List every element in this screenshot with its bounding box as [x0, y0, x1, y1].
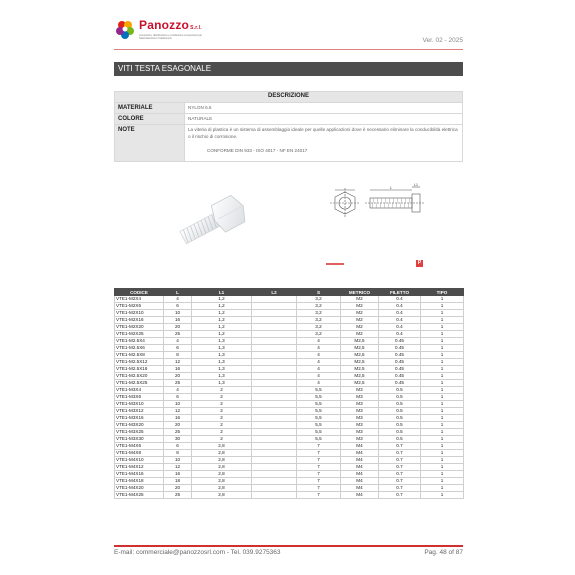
table-cell: 1 [421, 324, 464, 331]
header-divider [114, 49, 463, 50]
table-cell: 6 [164, 345, 192, 352]
parts-table [114, 288, 464, 499]
table-cell: 2,8 [192, 464, 252, 471]
table-cell: 1,3 [192, 352, 252, 359]
table-cell: 0.45 [379, 366, 421, 373]
table-cell: 0.4 [379, 324, 421, 331]
table-row [115, 331, 464, 338]
table-cell [252, 380, 297, 387]
table-row [115, 408, 464, 415]
table-cell [252, 436, 297, 443]
table-row [115, 352, 464, 359]
column-header-l1: L1 [192, 289, 252, 296]
table-cell: 5,5 [297, 408, 341, 415]
table-cell: 0.5 [379, 429, 421, 436]
table-cell: 7 [297, 478, 341, 485]
table-cell: M2,5 [341, 345, 379, 352]
table-cell: M3 [341, 422, 379, 429]
table-row [115, 492, 464, 499]
description-table [114, 91, 463, 162]
table-cell [252, 373, 297, 380]
table-cell: 2 [192, 387, 252, 394]
footer-divider [114, 545, 463, 547]
table-cell [252, 478, 297, 485]
table-cell: 0.45 [379, 380, 421, 387]
table-cell: 4 [297, 359, 341, 366]
table-cell: M2 [341, 296, 379, 303]
table-cell: 16 [164, 366, 192, 373]
table-cell: 5,5 [297, 415, 341, 422]
table-cell: 4 [164, 338, 192, 345]
table-cell: 25 [164, 331, 192, 338]
table-cell [252, 303, 297, 310]
table-cell: 7 [297, 450, 341, 457]
table-cell [252, 296, 297, 303]
table-cell: 0.4 [379, 296, 421, 303]
table-cell [252, 352, 297, 359]
table-cell: 0.7 [379, 471, 421, 478]
table-cell: 4 [164, 387, 192, 394]
table-cell: 1,3 [192, 380, 252, 387]
table-cell: VTE1-M4X12 [115, 464, 164, 471]
table-cell: 1,3 [192, 359, 252, 366]
table-cell: 3,2 [297, 303, 341, 310]
table-cell: M3 [341, 394, 379, 401]
table-cell: 20 [164, 485, 192, 492]
table-cell: M2,5 [341, 380, 379, 387]
table-cell: 0.45 [379, 352, 421, 359]
table-row [115, 401, 464, 408]
table-cell: 5,5 [297, 422, 341, 429]
table-cell: VTE1-M2.5X12 [115, 359, 164, 366]
table-cell: 16 [164, 471, 192, 478]
table-cell: M2,5 [341, 366, 379, 373]
table-row [115, 310, 464, 317]
table-cell: 10 [164, 401, 192, 408]
table-cell: VTE1-M3X20 [115, 422, 164, 429]
drawing-caption-bar [326, 263, 344, 265]
document-version: Ver. 02 - 2025 [422, 37, 463, 44]
table-cell: VTE1-M2X10 [115, 310, 164, 317]
table-cell: 4 [164, 296, 192, 303]
table-cell: 1,2 [192, 303, 252, 310]
table-cell: 3,2 [297, 324, 341, 331]
drawing-label-l: L [390, 186, 392, 190]
table-cell: 1 [421, 457, 464, 464]
table-cell: 0.45 [379, 345, 421, 352]
table-cell: M4 [341, 485, 379, 492]
table-cell: M4 [341, 443, 379, 450]
table-row [115, 303, 464, 310]
table-cell: 0.7 [379, 443, 421, 450]
table-row [115, 373, 464, 380]
table-cell: 1,3 [192, 338, 252, 345]
table-cell: 0.7 [379, 478, 421, 485]
table-cell: 0.7 [379, 457, 421, 464]
table-cell: 1 [421, 450, 464, 457]
table-row [115, 366, 464, 373]
note-label: NOTE [115, 125, 185, 162]
table-cell: 0.7 [379, 450, 421, 457]
company-logo [114, 18, 234, 48]
table-cell: 6 [164, 443, 192, 450]
table-cell: 4 [297, 338, 341, 345]
table-cell: 3,2 [297, 331, 341, 338]
table-cell: VTE1-M4X16 [115, 471, 164, 478]
table-cell: 16 [164, 415, 192, 422]
table-cell: 5,5 [297, 401, 341, 408]
material-value: NYLON 6.6 [185, 103, 463, 114]
table-cell: 25 [164, 429, 192, 436]
table-cell: VTE1-M3X16 [115, 415, 164, 422]
table-row [115, 324, 464, 331]
description-heading: DESCRIZIONE [115, 92, 463, 103]
table-cell: 7 [297, 457, 341, 464]
table-cell: 2 [192, 408, 252, 415]
table-cell [252, 401, 297, 408]
table-cell: 5,5 [297, 429, 341, 436]
table-cell: 2 [192, 401, 252, 408]
table-row [115, 450, 464, 457]
table-header-row [115, 289, 464, 296]
table-row [115, 471, 464, 478]
table-cell [252, 450, 297, 457]
table-cell: 1,2 [192, 310, 252, 317]
table-cell [252, 345, 297, 352]
brand-name: PanozzoS.r.l. [139, 18, 202, 32]
table-cell [252, 429, 297, 436]
table-cell: VTE1-M3X10 [115, 401, 164, 408]
table-cell: 2 [192, 415, 252, 422]
table-cell: 0.5 [379, 401, 421, 408]
table-cell: 0.5 [379, 415, 421, 422]
table-cell: 0.5 [379, 436, 421, 443]
table-cell: 0.4 [379, 317, 421, 324]
table-cell [252, 387, 297, 394]
table-cell: VTE1-M2.5X6 [115, 345, 164, 352]
table-row [115, 317, 464, 324]
table-cell: 0.5 [379, 387, 421, 394]
table-cell: 1 [421, 380, 464, 387]
table-cell: 8 [164, 450, 192, 457]
table-cell: 25 [164, 492, 192, 499]
table-cell: VTE1-M2X25 [115, 331, 164, 338]
table-cell: VTE1-M4X6 [115, 443, 164, 450]
column-header-filetto: FILETTO [379, 289, 421, 296]
table-cell: 7 [297, 471, 341, 478]
table-row [115, 387, 464, 394]
table-cell: 1 [421, 345, 464, 352]
page-number: Pag. 48 of 87 [424, 549, 463, 556]
table-cell: 1 [421, 366, 464, 373]
table-cell [252, 394, 297, 401]
table-row [115, 359, 464, 366]
table-cell: 5,5 [297, 394, 341, 401]
table-cell: 16 [164, 317, 192, 324]
column-header-s: S [297, 289, 341, 296]
table-cell: VTE1-M2.5X16 [115, 366, 164, 373]
table-cell: M4 [341, 471, 379, 478]
table-cell: 10 [164, 310, 192, 317]
table-cell: 8 [164, 352, 192, 359]
table-cell: 1 [421, 359, 464, 366]
table-cell: 10 [164, 457, 192, 464]
table-cell: 4 [297, 373, 341, 380]
table-cell: 0.4 [379, 303, 421, 310]
table-cell: 2,8 [192, 450, 252, 457]
table-cell [252, 359, 297, 366]
table-cell: M2,5 [341, 359, 379, 366]
table-cell: 18 [164, 478, 192, 485]
table-row [115, 429, 464, 436]
table-row [115, 380, 464, 387]
table-cell: 2 [192, 436, 252, 443]
table-cell: VTE1-M2.5X4 [115, 338, 164, 345]
table-cell: 1 [421, 303, 464, 310]
table-cell: 1 [421, 401, 464, 408]
technical-drawing [325, 182, 430, 242]
table-cell: 1 [421, 310, 464, 317]
table-cell: 7 [297, 443, 341, 450]
conformity-text: CONFORME DIN 933 - ISO 4017 - NF EN 24017 [207, 148, 308, 153]
table-cell: 0.4 [379, 331, 421, 338]
table-cell: VTE1-M2.5X25 [115, 380, 164, 387]
table-cell: M3 [341, 408, 379, 415]
table-cell: 2 [192, 422, 252, 429]
table-cell [252, 366, 297, 373]
table-cell [252, 338, 297, 345]
table-cell: VTE1-M2X20 [115, 324, 164, 331]
table-cell: VTE1-M4X10 [115, 457, 164, 464]
table-cell: 1 [421, 464, 464, 471]
table-cell: M3 [341, 429, 379, 436]
table-cell: 0.5 [379, 394, 421, 401]
table-cell: 1,2 [192, 331, 252, 338]
table-cell: 6 [164, 303, 192, 310]
table-cell: 0.5 [379, 422, 421, 429]
table-cell: 2 [192, 429, 252, 436]
table-cell: 20 [164, 324, 192, 331]
table-row [115, 296, 464, 303]
table-cell: 1 [421, 422, 464, 429]
column-header-tipo: TIPO [421, 289, 464, 296]
table-row [115, 422, 464, 429]
table-row [115, 338, 464, 345]
table-cell: 1 [421, 485, 464, 492]
table-cell: 0.4 [379, 310, 421, 317]
table-row [115, 345, 464, 352]
table-cell: 1 [421, 352, 464, 359]
table-cell: 1 [421, 317, 464, 324]
table-cell: 0.7 [379, 464, 421, 471]
table-cell: VTE1-M2.5X20 [115, 373, 164, 380]
table-cell: VTE1-M4X20 [115, 485, 164, 492]
table-cell: 7 [297, 464, 341, 471]
table-cell: 1,2 [192, 317, 252, 324]
table-cell: 1 [421, 492, 464, 499]
table-cell: VTE1-M3X12 [115, 408, 164, 415]
table-cell [252, 317, 297, 324]
drawing-label-l1: L1 [414, 183, 418, 187]
table-cell: M2,5 [341, 338, 379, 345]
table-cell: 1 [421, 408, 464, 415]
parts-table-body [115, 296, 464, 499]
table-cell: 0.45 [379, 373, 421, 380]
table-cell [252, 324, 297, 331]
table-cell: M2 [341, 331, 379, 338]
table-cell: M4 [341, 464, 379, 471]
table-cell: 1,3 [192, 366, 252, 373]
table-cell: 12 [164, 408, 192, 415]
table-cell: 2,8 [192, 478, 252, 485]
table-cell: M2 [341, 317, 379, 324]
table-cell [252, 464, 297, 471]
table-cell: M2,5 [341, 352, 379, 359]
table-cell: 7 [297, 485, 341, 492]
pdf-icon[interactable]: P [417, 260, 422, 266]
table-row [115, 457, 464, 464]
table-cell: 3,2 [297, 310, 341, 317]
table-row [115, 443, 464, 450]
footer-contact: E-mail: commerciale@panozzosrl.com - Tel. 039.9275363 [114, 549, 281, 556]
table-cell: 2,8 [192, 457, 252, 464]
table-cell: 5,5 [297, 387, 341, 394]
table-cell: M4 [341, 457, 379, 464]
flower-logo-icon [114, 18, 136, 40]
table-cell: 4 [297, 352, 341, 359]
table-cell: M2 [341, 324, 379, 331]
section-title: VITI TESTA ESAGONALE [114, 62, 463, 76]
table-cell: 1 [421, 415, 464, 422]
table-cell: VTE1-M2X6 [115, 303, 164, 310]
table-cell: 4 [297, 380, 341, 387]
table-cell: M4 [341, 492, 379, 499]
table-cell: 1 [421, 296, 464, 303]
table-cell: 1 [421, 471, 464, 478]
table-cell: 0.45 [379, 338, 421, 345]
table-cell [252, 443, 297, 450]
table-cell: VTE1-M2X4 [115, 296, 164, 303]
table-cell: 4 [297, 345, 341, 352]
table-cell: 2,8 [192, 492, 252, 499]
column-header-l: L [164, 289, 192, 296]
note-text: La viteria di plastica è un sistema di assemblaggio ideale per quelle applicazioni dove è necessario eliminare la conducibilità elettrica o il rischio di corrosione. [188, 127, 458, 139]
table-row [115, 485, 464, 492]
table-row [115, 436, 464, 443]
table-cell: 4 [297, 366, 341, 373]
table-cell: 25 [164, 380, 192, 387]
table-cell: 1 [421, 429, 464, 436]
table-cell: 12 [164, 464, 192, 471]
color-value: NATURALE [185, 114, 463, 125]
material-label: MATERIALE [115, 103, 185, 114]
note-value [185, 125, 463, 162]
table-cell: M2 [341, 303, 379, 310]
table-cell: M3 [341, 415, 379, 422]
table-cell: VTE1-M4X25 [115, 492, 164, 499]
column-header-l2: L2 [252, 289, 297, 296]
table-cell [252, 415, 297, 422]
color-label: COLORE [115, 114, 185, 125]
table-cell: 1,3 [192, 373, 252, 380]
table-cell: VTE1-M3X25 [115, 429, 164, 436]
table-cell: M3 [341, 401, 379, 408]
table-row [115, 415, 464, 422]
table-cell [252, 422, 297, 429]
column-header-codice: CODICE [115, 289, 164, 296]
table-cell: VTE1-M3X30 [115, 436, 164, 443]
table-cell: 1 [421, 436, 464, 443]
table-cell: 12 [164, 359, 192, 366]
table-cell: 2 [192, 394, 252, 401]
table-cell: VTE1-M4X18 [115, 478, 164, 485]
table-cell: 1 [421, 387, 464, 394]
table-cell: M3 [341, 387, 379, 394]
table-cell [252, 485, 297, 492]
table-cell: 1 [421, 373, 464, 380]
table-cell: 1 [421, 394, 464, 401]
table-cell: 0.5 [379, 408, 421, 415]
table-cell [252, 310, 297, 317]
table-cell: 1,2 [192, 296, 252, 303]
table-cell [252, 408, 297, 415]
table-cell: 1,3 [192, 345, 252, 352]
table-cell: VTE1-M2X16 [115, 317, 164, 324]
table-cell: 0.45 [379, 359, 421, 366]
table-row [115, 478, 464, 485]
table-cell: M4 [341, 478, 379, 485]
table-cell [252, 471, 297, 478]
table-cell: 6 [164, 394, 192, 401]
table-row [115, 464, 464, 471]
table-cell: 0.7 [379, 492, 421, 499]
table-cell: 3,2 [297, 317, 341, 324]
brand-tagline: commercio, distribuzione e produzione componenti per l'elettrotecnica e l'elettronica [139, 34, 203, 40]
column-header-metrico: METRICO [341, 289, 379, 296]
table-cell: 1 [421, 331, 464, 338]
table-cell: M2,5 [341, 373, 379, 380]
table-cell: VTE1-M2.5X8 [115, 352, 164, 359]
table-cell: M3 [341, 436, 379, 443]
table-cell [252, 331, 297, 338]
table-cell [252, 492, 297, 499]
screw-photo [160, 180, 260, 260]
table-cell: 20 [164, 422, 192, 429]
table-cell: 1,2 [192, 324, 252, 331]
table-cell: 5,5 [297, 436, 341, 443]
table-cell: M2 [341, 310, 379, 317]
table-cell: 20 [164, 373, 192, 380]
table-row [115, 394, 464, 401]
table-cell: 30 [164, 436, 192, 443]
table-cell: VTE1-M3X6 [115, 394, 164, 401]
table-cell: 1 [421, 478, 464, 485]
table-cell: 2,8 [192, 471, 252, 478]
table-cell: 2,8 [192, 485, 252, 492]
table-cell: 1 [421, 443, 464, 450]
table-cell: 3,2 [297, 296, 341, 303]
table-cell: VTE1-M4X8 [115, 450, 164, 457]
table-cell: VTE1-M3X4 [115, 387, 164, 394]
table-cell: 2,8 [192, 443, 252, 450]
table-cell: 7 [297, 492, 341, 499]
table-cell: 0.7 [379, 485, 421, 492]
table-cell [252, 457, 297, 464]
table-cell: M4 [341, 450, 379, 457]
table-cell: 1 [421, 338, 464, 345]
